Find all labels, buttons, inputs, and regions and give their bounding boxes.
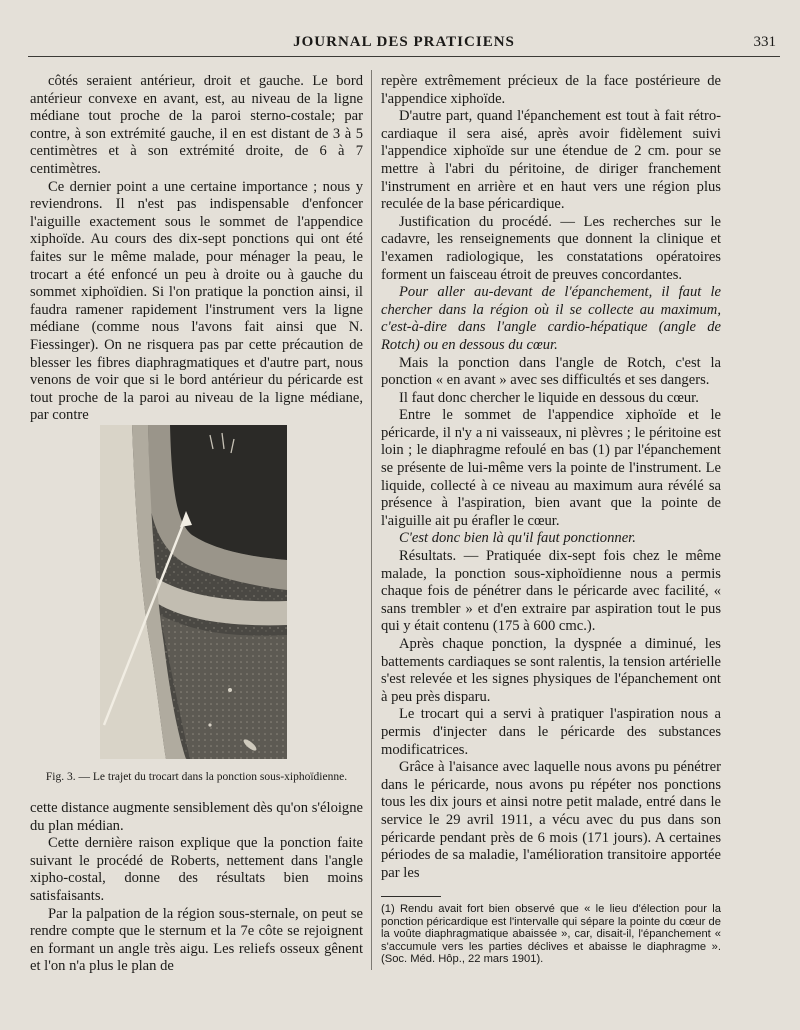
- paragraph: Le trocart qui a servi à pratiquer l'aspiration nous a permis d'injecter dans le péricarde des substances modificatrices.: [381, 706, 721, 758]
- paragraph: Après chaque ponction, la dyspnée a diminué, les battements cardiaques se sont ralentis, la tension artérielle s'est relevée et les signes physiques de l'épanchement ont à peu près disparu.: [381, 636, 721, 705]
- paragraph: Ce dernier point a une certaine importance ; nous y reviendrons. Il n'est pas indispensable d'enfoncer l'aiguille exactement sous le sommet de l'appendice xiphoïde. Au cours des dix-sept ponctions qui ont été faites sur le même malade, pour ménager la peau, le trocart a été enfoncé un peu à droite ou à gauche du sommet xiphoïdien. Si l'on pratique la ponction ainsi, il faudra ramener rapidement l'instrument vers la ligne médiane (comme nous l'avons fait ainsi que N. Fiessinger). On ne risquera pas par cette précaution de blesser les fibres diaphragmatiques et d'autre part, nous venons de voir que si le bord antérieur du péricarde est tout proche de la paroi au niveau de la ligne médiane, par contre: [30, 178, 363, 424]
- paragraph: D'autre part, quand l'épanchement est tout à fait rétro-cardiaque il sera aisé, après avoir fidèlement suivi l'appendice xiphoïde sur une étendue de 2 cm. pour se mettre à l'abri du péritoine, de diriger franchement l'instrument en arrière et en haut vers une région plus reculée de la base péricardique.: [381, 108, 721, 213]
- paragraph: Cette dernière raison explique que la ponction faite suivant le procédé de Roberts, nettement dans l'angle xipho-costal, donne des résultats bien moins satisfaisants.: [30, 835, 363, 904]
- trocar-path-illustration: [100, 425, 287, 759]
- paragraph: Entre le sommet de l'appendice xiphoïde et le péricarde, il n'y a ni vaisseaux, ni plèvres ; le péritoine est loin ; le diaphragme refoulé en bas (1) par l'épanchement se présente de lui-même vers la pointe de l'instrument. Le liquide, collecté à ce niveau au maximum aura révélé sa présence à l'aspiration, bien avant que la pointe de l'aiguille ait pu érafler le cœur.: [381, 407, 721, 529]
- left-column: [30, 73, 363, 425]
- paragraph: Par la palpation de la région sous-sternale, on peut se rendre compte que le sternum et la 7e côte se rejoignent en formant un angle très aigu. Les reliefs osseux gênent et l'on n'a plus le plan de: [30, 905, 363, 975]
- paragraph: Résultats. — Pratiquée dix-sept fois chez le même malade, la ponction sous-xiphoïdienne nous a permis chaque fois de pénétrer dans le péricarde avec facilité, « sans trembler » et d'en extraire par aspiration tout le pus qui y était contenu (175 à 600 cmc.).: [381, 548, 721, 635]
- paragraph: Grâce à l'aisance avec laquelle nous avons pu pénétrer dans le péricarde, nous avons pu répéter nos ponctions tous les dix jours et ainsi notre petit malade, entré dans le service le 29 avril 1911, a vécu avec du pus dans son péricarde pendant près de 6 mois (171 jours). A certaines périodes de sa maladie, l'amélioration transitoire apportée par les: [381, 759, 721, 881]
- footnote: [381, 903, 721, 966]
- anatomical-figure: [100, 425, 287, 759]
- left-column-continuation: [30, 800, 363, 976]
- paragraph: cette distance augmente sensiblement dès qu'on s'éloigne du plan médian.: [30, 800, 363, 834]
- footnote-text: (1) Rendu avait fort bien observé que « le lieu d'élection pour la ponction péricardique est l'intervalle qui sépare la pointe du cœur de la voûte diaphragmatique abaissée », car, disait-il, l'épanchement « s'accumule vers les parties déclives et abaisse le diaphragme ». (Soc. Méd. Hôp., 22 mars 1901).: [381, 903, 721, 966]
- column-divider: [371, 70, 372, 970]
- figure-caption: Fig. 3. — Le trajet du trocart dans la ponction sous-xiphoïdienne.: [45, 771, 348, 783]
- paragraph: repère extrêmement précieux de la face postérieure de l'appendice xiphoïde.: [381, 73, 721, 107]
- paragraph: C'est donc bien là qu'il faut ponctionner.: [399, 530, 636, 547]
- paragraph: Il faut donc chercher le liquide en dessous du cœur.: [399, 389, 699, 406]
- journal-title: JOURNAL DES PRATICIENS: [293, 34, 515, 50]
- footnote-rule: [381, 896, 441, 897]
- page-number: 331: [753, 34, 776, 50]
- right-column: [381, 73, 721, 882]
- paragraph: côtés seraient antérieur, droit et gauche. Le bord antérieur convexe en avant, est, au niveau de la ligne médiane tout proche de la paroi sterno-costale; par contre, à son extrémité gauche, il en est distant de 3 à 5 centimètres et à son extrémité droite, de 6 à 7 centimètres.: [30, 73, 363, 177]
- paragraph: Mais la ponction dans l'angle de Rotch, c'est la ponction « en avant » avec ses difficultés et ses dangers.: [381, 354, 721, 389]
- paragraph: Pour aller au-devant de l'épanchement, il faut le chercher dans la région où il se collecte au maximum, c'est-à-dire dans l'angle cardio-hépatique (angle de Rotch) ou en dessous du cœur.: [381, 284, 721, 353]
- paragraph: Justification du procédé. — Les recherches sur le cadavre, les renseignements que donnent la clinique et l'examen radiologique, les constatations opératoires forment un faisceau étroit de preuves concordantes.: [381, 213, 721, 283]
- running-header: [28, 30, 780, 57]
